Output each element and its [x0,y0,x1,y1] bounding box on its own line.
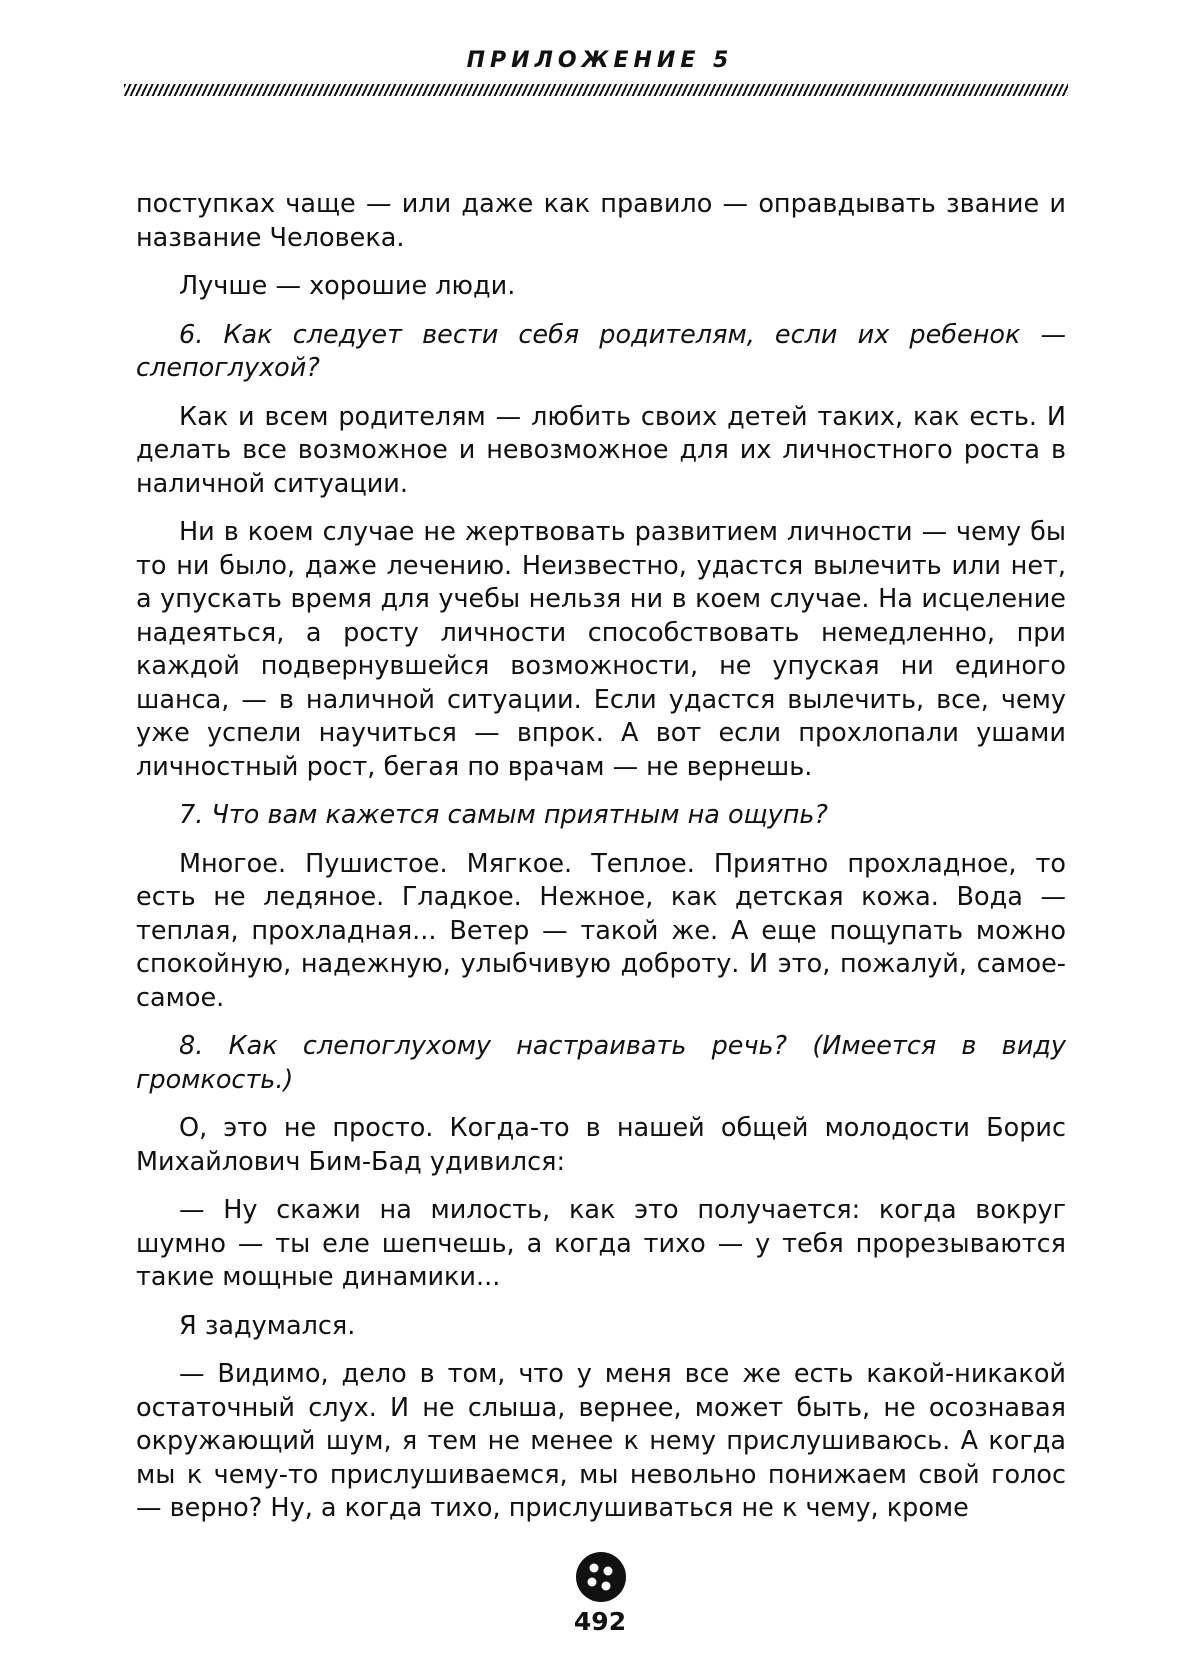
paragraph-answer: Я задумался. [179,1310,356,1341]
paragraph-continuation: поступках чаще — или даже как правило — оправдывать звание и название Человека. [136,189,1066,253]
paragraph-answer: О, это не просто. Когда-то в нашей общей молодости Борис Михайлович Бим-Бад удивился: [136,1113,1066,1177]
page-body [136,188,1066,1541]
page-number: 492 [573,1607,627,1636]
paragraph-question-7: 7. Что вам кажется самым приятным на ощупь? [179,800,828,830]
paragraph-answer: Ни в коем случае не жертвовать развитием личности — чему бы то ни было, даже лечению. Неизвестно, удастся вылечить или нет, а упускать время для учебы нельзя ни в коем случае. На исцеление надеяться, а росту личности способствовать немедленно, при каждой подвернувшейся возможности, не упуская ни единого шанса, — в наличной ситуации. Если удастся вылечить, все, чему уже успели научиться — впрок. А вот если прохлопали ушами личностный рост, бегая по врачам — не вернешь. [136,517,1066,782]
braille-dot-icon [575,1551,627,1603]
paragraph-answer: Лучше — хорошие люди. [179,271,516,301]
paragraph-answer: Как и всем родителям — любить своих детей таких, как есть. И делать все возможное и невозможное для их личностного роста в наличной ситуации. [136,401,1066,499]
paragraph-answer: Многое. Пушистое. Мягкое. Теплое. Приятно прохладное, то есть не ледяное. Гладкое. Нежное, как детская кожа. Вода — теплая, прохладная... Ветер — такой же. А еще пощупать можно спокойную, надежную, улыбчивую доброту. И это, пожалуй, самое-самое. [136,848,1066,1013]
running-header: ПРИЛОЖЕНИЕ 5 [466,48,734,73]
paragraph-question-6: 6. Как следует вести себя родителям, если их ребенок — слепоглухой? [136,319,1066,383]
paragraph-dialogue: — Видимо, дело в том, что у меня все же есть какой-никакой остаточный слух. И не слыша, вернее, может быть, не осознавая окружающий шум, я тем не менее к нему прислушиваюсь. А когда мы к чему-то прислушиваемся, мы невольно понижаем свой голос — верно? Ну, а когда тихо, прислушиваться не к чему, кроме [136,1359,1066,1523]
paragraph-dialogue: — Ну скажи на милость, как это получается: когда вокруг шумно — ты еле шепчешь, а когда тихо — у тебя прорезываются такие мощные динамики... [136,1195,1066,1292]
paragraph-question-8: 8. Как слепоглухому настраивать речь? (Имеется в виду громкость.) [136,1031,1066,1095]
header-hatched-rule [124,84,1068,96]
